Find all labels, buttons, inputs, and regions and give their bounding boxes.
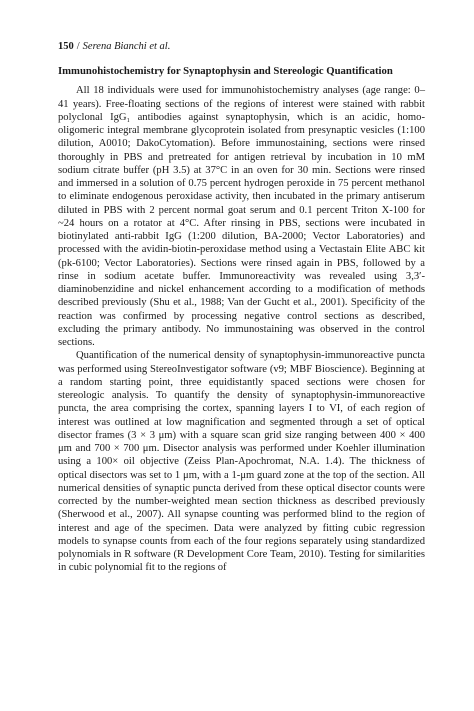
body-paragraph: Quantification of the numerical density of synaptophysin-immunoreactive puncta was performed using StereoInvestigator software (v9; MBF Bioscience). Beginning at a random starting point, three equidistantly spaced sections were chosen for stereologic analysis. To quantify the density of synaptophysin-immunoreactive puncta, the area comprising the cortex, spanning layers I to VI, of each region of interest was outlined at low magnification and segmented through a set of optical disector frames (3 × 3 μm) with a square scan grid size ranging between 400 × 400 μm and 700 × 700 μm. Disector analysis was performed under Koehler illumination using a 100× oil objective (Zeiss Plan-Apochromat, N.A. 1.4). The thickness of optical disectors was set to 1 μm, with a 1-μm guard zone at the top of the section. All numerical densities of synaptic puncta derived from these optical disector counts were corrected by the number-weighted mean section thickness as described previously (Sherwood et al., 2007). All synapse counting was performed blind to the region of interest and age of the specimen. Data were analyzed by fitting cubic regression models to synapse counts from each of the four regions separately using standardized polynomials in R software (R Development Core Team, 2010). Testing for similarities in cubic polynomial fit to the regions of <box>58 350 425 574</box>
running-head-separator: / <box>76 41 80 52</box>
page-number: 150 <box>58 41 74 52</box>
running-head <box>58 40 425 54</box>
section-heading: Immunohistochemistry for Synaptophysin and Stereologic Quantification <box>58 65 393 77</box>
body-paragraph: All 18 individuals were used for immunohistochemistry analyses (age range: 0–41 years). Free-floating sections of the regions of interest were stained with rabbit polyclonal IgG₁ antibodies against synaptophysin, which is an acidic, homo-oligomeric integral membrane glycoprotein isolated from presynaptic vesicles (1:100 dilution, A0010; DakoCytomation). Before immunostaining, sections were rinsed thoroughly in PBS and pretreated for antigen retrieval by incubation in 10 mM sodium citrate buffer (pH 3.5) at 37°C in an oven for 30 min. Sections were rinsed and immersed in a solution of 0.75 percent hydrogen peroxide in 75 percent methanol to eliminate endogenous peroxidase activity, then incubated in the primary antiserum diluted in PBS with 2 percent normal goat serum and 0.1 percent Triton X-100 for ~24 hours on a rotator at 4°C. After rinsing in PBS, sections were incubated in biotinylated anti-rabbit IgG (1:200 dilution, BA-2000; Vector Laboratories) and processed with the avidin-biotin-peroxidase method using a Vectastain Elite ABC kit (pk-6100; Vector Laboratories). Sections were rinsed again in PBS, followed by a rinse in sodium acetate buffer. Immunoreactivity was revealed using 3,3′-diaminobenzidine and nickel enhancement according to a modification of methods described previously (Shu et al., 1988; Van der Gucht et al., 2001). Specificity of the reaction was confirmed by processing negative control sections as described, excluding the primary antibody. No immunostaining was observed in the control sections. <box>58 85 425 349</box>
running-head-authors: Serena Bianchi et al. <box>82 41 171 52</box>
book-page <box>58 40 425 575</box>
